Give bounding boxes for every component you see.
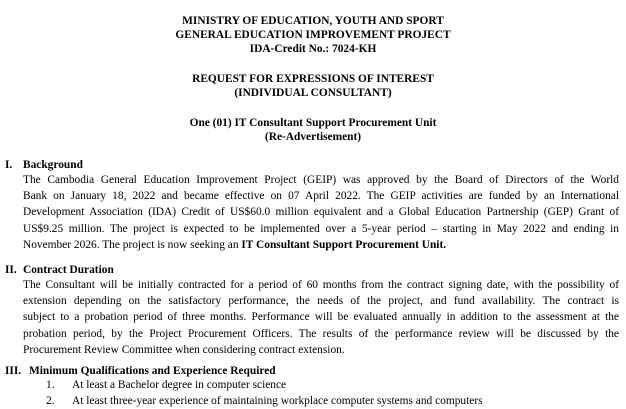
re-advertisement-note: (Re-Advertisement) xyxy=(264,131,362,143)
section-title: Contract Duration xyxy=(23,264,114,276)
section-number: I. xyxy=(5,159,13,171)
qualifications-list xyxy=(46,377,483,409)
position-emphasis: IT Consultant Support Procurement Unit. xyxy=(241,238,447,251)
paragraph-line: probation period, by the Project Procurement Officers. The results of the performance review will be discussed by the xyxy=(23,327,619,340)
paragraph-line: subject to a probation period of three months. Performance will be evaluated annually in addition to the assessment at the xyxy=(23,311,619,324)
list-item-text: At least a Bachelor degree in computer science xyxy=(72,379,287,391)
paragraph-text: November 2026. The project is now seeking an xyxy=(23,238,242,251)
paragraph-line: The Cambodia General Education Improvement Project (GEIP) was approved by the Board of Directors of the World xyxy=(23,174,619,186)
section-number: III. xyxy=(5,365,22,377)
list-item-number: 2. xyxy=(46,395,55,407)
section-qualifications-heading xyxy=(5,364,276,378)
ministry-heading: MINISTRY OF EDUCATION, YOUTH AND SPORT xyxy=(182,15,444,27)
section-title: Background xyxy=(23,159,83,171)
consultant-type: (INDIVIDUAL CONSULTANT) xyxy=(234,87,392,99)
background-paragraph xyxy=(23,172,619,253)
paragraph-line: US$9.25 million. The project is expected to be implemented over a 5-year period – starting in May 2022 and ending in xyxy=(23,222,619,235)
section-background-heading xyxy=(5,158,83,172)
section-contract-heading xyxy=(5,263,114,277)
list-item xyxy=(46,393,483,409)
paragraph-line: Procurement Review Committee when considering contract extension. xyxy=(23,343,345,356)
list-item-text: At least three-year experience of maintaining workplace computer systems and computers xyxy=(72,395,483,407)
contract-paragraph xyxy=(23,277,619,358)
project-heading: GENERAL EDUCATION IMPROVEMENT PROJECT xyxy=(175,29,451,41)
list-item xyxy=(46,377,483,393)
section-title: Minimum Qualifications and Experience Required xyxy=(29,365,276,377)
paragraph-line: Bank on January 18, 2022 and became effective on 07 April 2022. The GEIP activities are funded by an International xyxy=(23,190,619,203)
request-heading: REQUEST FOR EXPRESSIONS OF INTEREST xyxy=(192,73,434,85)
position-title: One (01) IT Consultant Support Procurement Unit xyxy=(189,117,437,129)
paragraph-line: extension depending on the satisfactory performance, the needs of the project, and fund availability. The contract is xyxy=(23,295,619,308)
list-item-number: 1. xyxy=(46,379,55,391)
credit-number: IDA-Credit No.: 7024-KH xyxy=(249,43,377,55)
section-number: II. xyxy=(5,264,17,276)
paragraph-line xyxy=(23,237,619,253)
paragraph-line: The Consultant will be initially contracted for a period of 60 months from the contract signing date, with the possibility of xyxy=(23,279,619,291)
paragraph-line: Development Association (IDA) Credit of US$60.0 million equivalent and a Global Education Partnership (GEP) Grant of xyxy=(23,206,619,219)
